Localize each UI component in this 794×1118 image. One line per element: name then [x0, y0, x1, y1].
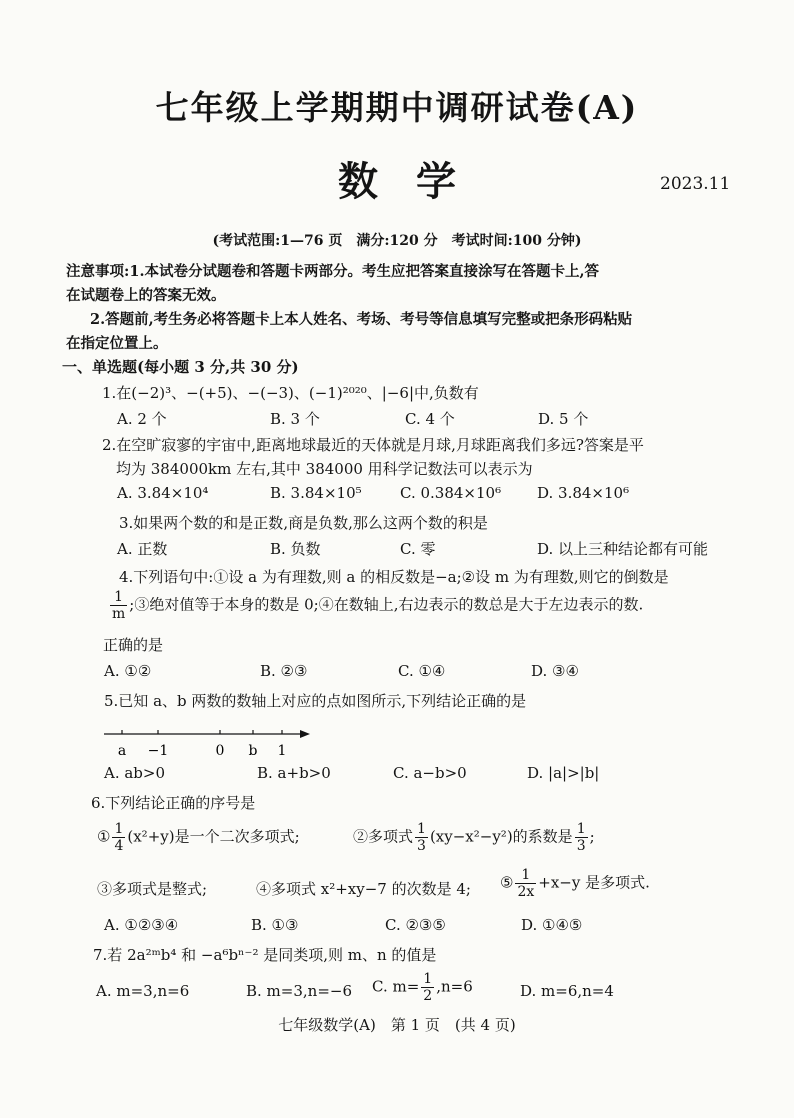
- q2-option-c: C. 0.384×10⁶: [400, 484, 502, 502]
- axis-label-1: 1: [277, 743, 287, 759]
- q5-option-a: A. ab>0: [104, 764, 166, 782]
- notice-line-3: 2.答题前,考生务必将答题卡上本人姓名、考场、考号等信息填写完整或把条形码粘贴: [90, 311, 633, 328]
- exam-title: 七年级上学期期中调研试卷(A): [155, 88, 639, 127]
- q2-option-a: A. 3.84×10⁴: [117, 484, 209, 502]
- q4-line-1: 4.下列语句中:①设 a 为有理数,则 a 的相反数是−a;②设 m 为有理数,则它的倒数是: [119, 568, 669, 586]
- q3-option-d: D. 以上三种结论都有可能: [537, 540, 709, 558]
- q7-option-c: C. m= $\frac{1}{2}$ ,n=6: [372, 971, 473, 1004]
- q3-stem: 3.如果两个数的和是正数,商是负数,那么这两个数的积是: [119, 514, 488, 532]
- exam-date: 2023.11: [660, 174, 731, 194]
- q4-line-3: 正确的是: [103, 636, 164, 654]
- notice-line-1: 注意事项:1.本试卷分试题卷和答题卡两部分。考生应把答案直接涂写在答题卡上,答: [66, 263, 600, 280]
- q2-option-d: D. 3.84×10⁶: [537, 484, 630, 502]
- q1-option-b: B. 3 个: [270, 410, 320, 428]
- q3-option-c: C. 零: [400, 540, 436, 558]
- q2-line-2: 均为 384000km 左右,其中 384000 用科学记数法可以表示为: [116, 460, 533, 478]
- q7-option-a: A. m=3,n=6: [96, 982, 190, 1000]
- q6-statement-4: ④多项式 x²+xy−7 的次数是 4;: [256, 880, 471, 898]
- page-footer: 七年级数学(A) 第 1 页 (共 4 页): [278, 1016, 516, 1034]
- axis-label-a: a: [117, 743, 127, 759]
- q6-fraction-quarter: $\frac{1}{4}$: [114, 821, 124, 854]
- q1-option-c: C. 4 个: [405, 410, 455, 428]
- q6-option-a: A. ①②③④: [104, 916, 179, 934]
- axis-label-neg1: −1: [147, 743, 169, 759]
- q6-option-d: D. ①④⑤: [521, 916, 583, 934]
- q3-option-b: B. 负数: [270, 540, 321, 558]
- q4-option-b: B. ②③: [260, 662, 308, 680]
- q4-option-d: D. ③④: [531, 662, 579, 680]
- q1-option-d: D. 5 个: [538, 410, 589, 428]
- q6-fraction-2x: $\frac{1}{2x}$: [517, 867, 535, 900]
- q1-stem: 1.在(−2)³、−(+5)、−(−3)、(−1)²⁰²⁰、|−6|中,负数有: [102, 384, 479, 402]
- q7-fraction-half: $\frac{1}{2}$: [423, 971, 433, 1004]
- q5-option-b: B. a+b>0: [257, 764, 331, 782]
- q6-stem: 6.下列结论正确的序号是: [91, 794, 256, 812]
- q2-option-b: B. 3.84×10⁵: [270, 484, 362, 502]
- q6-fraction-third: $\frac{1}{3}$: [417, 821, 426, 854]
- q1-option-a: A. 2 个: [117, 410, 167, 428]
- number-line-diagram: [100, 722, 320, 762]
- notice-line-4: 在指定位置上。: [66, 335, 168, 352]
- q5-option-c: C. a−b>0: [393, 764, 467, 782]
- axis-label-b: b: [248, 743, 258, 759]
- number-line-arrow: [300, 730, 310, 738]
- q5-stem: 5.已知 a、b 两数的数轴上对应的点如图所示,下列结论正确的是: [104, 692, 527, 710]
- exam-scope: (考试范围:1—76 页 满分:120 分 考试时间:100 分钟): [212, 233, 582, 249]
- subject-title: 数学: [338, 158, 494, 205]
- q5-option-d: D. |a|>|b|: [527, 764, 600, 782]
- axis-label-0: 0: [215, 743, 225, 759]
- q6-option-c: C. ②③⑤: [385, 916, 446, 934]
- q4-line-2: $\frac{1}{m}$ ;③绝对值等于本身的数是 0;④在数轴上,右边表示的数总是大于左边表示的数.: [112, 589, 644, 622]
- q6-fraction-third-coef: $\frac{1}{3}$: [576, 821, 586, 854]
- q6-statement-3: ③多项式是整式;: [97, 880, 208, 898]
- q4-fraction: $\frac{1}{m}$: [112, 589, 126, 622]
- q6-statement-5: ⑤ $\frac{1}{2x}$ +x−y 是多项式.: [500, 867, 650, 900]
- q7-option-d: D. m=6,n=4: [520, 982, 614, 1000]
- section-heading: 一、单选题(每小题 3 分,共 30 分): [62, 358, 299, 376]
- q4-option-c: C. ①④: [398, 662, 446, 680]
- notice-line-2: 在试题卷上的答案无效。: [66, 287, 226, 304]
- q6-statement-1: ① $\frac{1}{4}$ (x²+y)是一个二次多项式;: [97, 821, 300, 854]
- q7-stem: 7.若 2a²ᵐb⁴ 和 −a⁶bⁿ⁻² 是同类项,则 m、n 的值是: [93, 946, 437, 964]
- q2-line-1: 2.在空旷寂寥的宇宙中,距离地球最近的天体就是月球,月球距离我们多远?答案是平: [102, 436, 644, 454]
- q4-option-a: A. ①②: [104, 662, 152, 680]
- q6-option-b: B. ①③: [251, 916, 299, 934]
- q7-option-b: B. m=3,n=−6: [246, 982, 353, 1000]
- q6-statement-2: ②多项式 $\frac{1}{3}$ (xy−x²−y²)的系数是 $\frac{1}{3}$ ;: [353, 821, 595, 854]
- q3-option-a: A. 正数: [117, 540, 168, 558]
